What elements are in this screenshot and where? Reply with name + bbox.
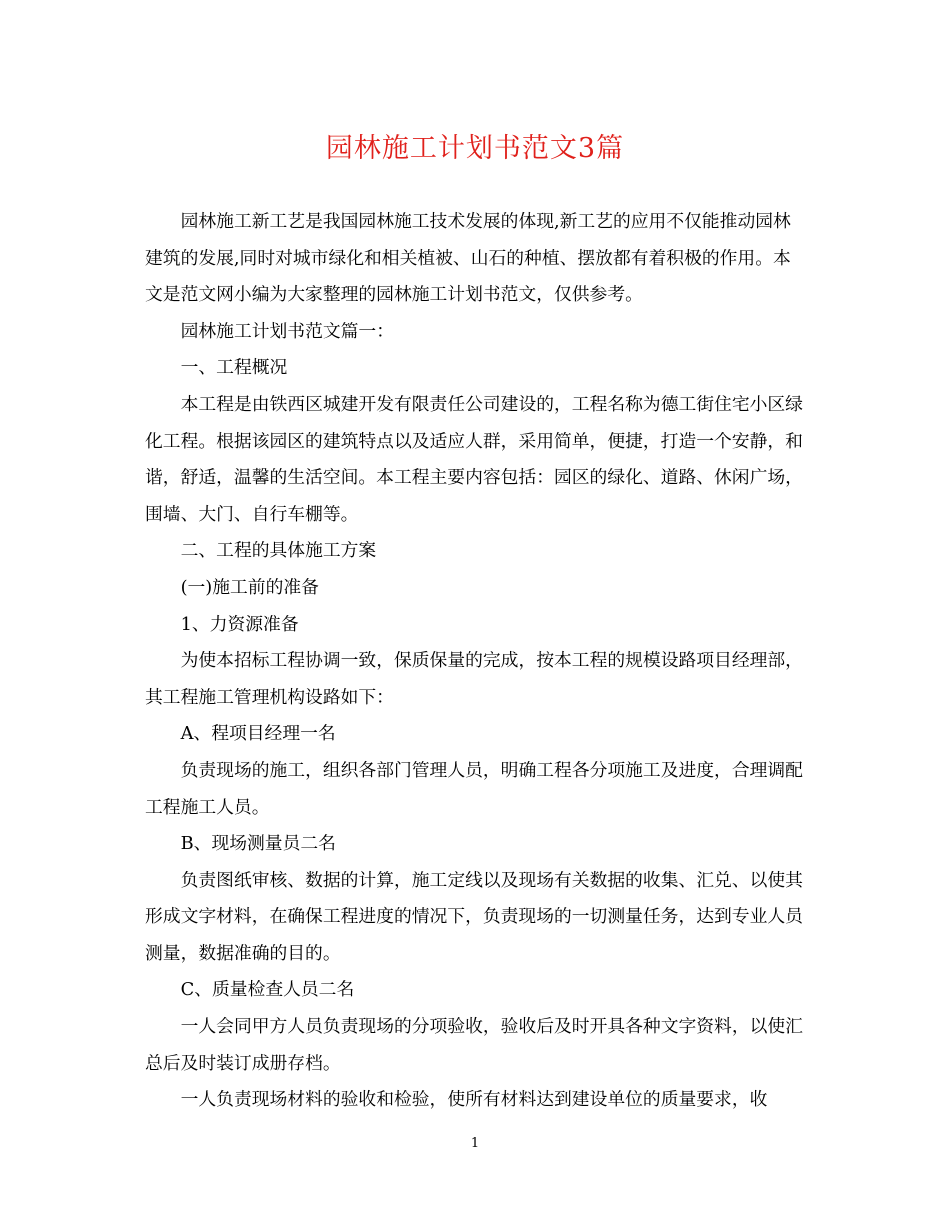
paragraph-heading-preparation: (一)施工前的准备 <box>180 576 319 598</box>
paragraph-inspector-duties-2: 一人负责现场材料的验收和检验，使所有材料达到建设单位的质量要求，收 <box>180 1089 768 1111</box>
paragraph-inspector-duties-1: 一人会同甲方人员负责现场的分项验收，验收后及时开具各种文字资料，以使汇总后及时装订成册存档。 <box>145 1016 803 1074</box>
document-body <box>145 204 805 1119</box>
document-title: 园林施工计划书范文3篇 <box>325 133 625 164</box>
paragraph-organization: 为使本招标工程协调一致，保质保量的完成，按本工程的规模设路项目经理部，其工程施工管理机构设路如下： <box>145 650 803 708</box>
paragraph-intro: 园林施工新工艺是我国园林施工技术发展的体现,新工艺的应用不仅能推动园林建筑的发展,同时对城市绿化和相关植被、山石的种植、摆放都有着积极的作用。本文是范文网小编为大家整理的园林施工计划书范文，仅供参考。 <box>145 211 791 306</box>
paragraph-role-inspector: C、质量检查人员二名 <box>180 979 355 1001</box>
paragraph-role-surveyor: B、现场测量员二名 <box>180 833 336 855</box>
paragraph-heading-overview: 一、工程概况 <box>180 357 288 379</box>
paragraph-heading-plan: 二、工程的具体施工方案 <box>180 540 377 562</box>
paragraph-heading-resources: 1、力资源准备 <box>180 613 299 635</box>
paragraph-role-manager: A、程项目经理一名 <box>180 723 336 745</box>
paragraph-heading-part-one: 园林施工计划书范文篇一： <box>180 320 394 342</box>
page-number: 1 <box>470 1136 480 1151</box>
paragraph-manager-duties: 负责现场的施工，组织各部门管理人员，明确工程各分项施工及进度，合理调配工程施工人员。 <box>145 759 803 818</box>
paragraph-surveyor-duties: 负责图纸审核、数据的计算，施工定线以及现场有关数据的收集、汇兑、以使其形成文字材料，在确保工程进度的情况下，负责现场的一切测量任务，达到专业人员测量，数据准确的目的。 <box>145 869 803 964</box>
paragraph-overview: 本工程是由铁西区城建开发有限责任公司建设的，工程名称为德工街住宅小区绿化工程。根据该园区的建筑特点以及适应人群，采用简单，便捷，打造一个安静，和谐，舒适，温馨的生活空间。本工程主要内容包括：园区的绿化、道路、休闲广场，围墙、大门、自行车棚等。 <box>145 393 803 525</box>
